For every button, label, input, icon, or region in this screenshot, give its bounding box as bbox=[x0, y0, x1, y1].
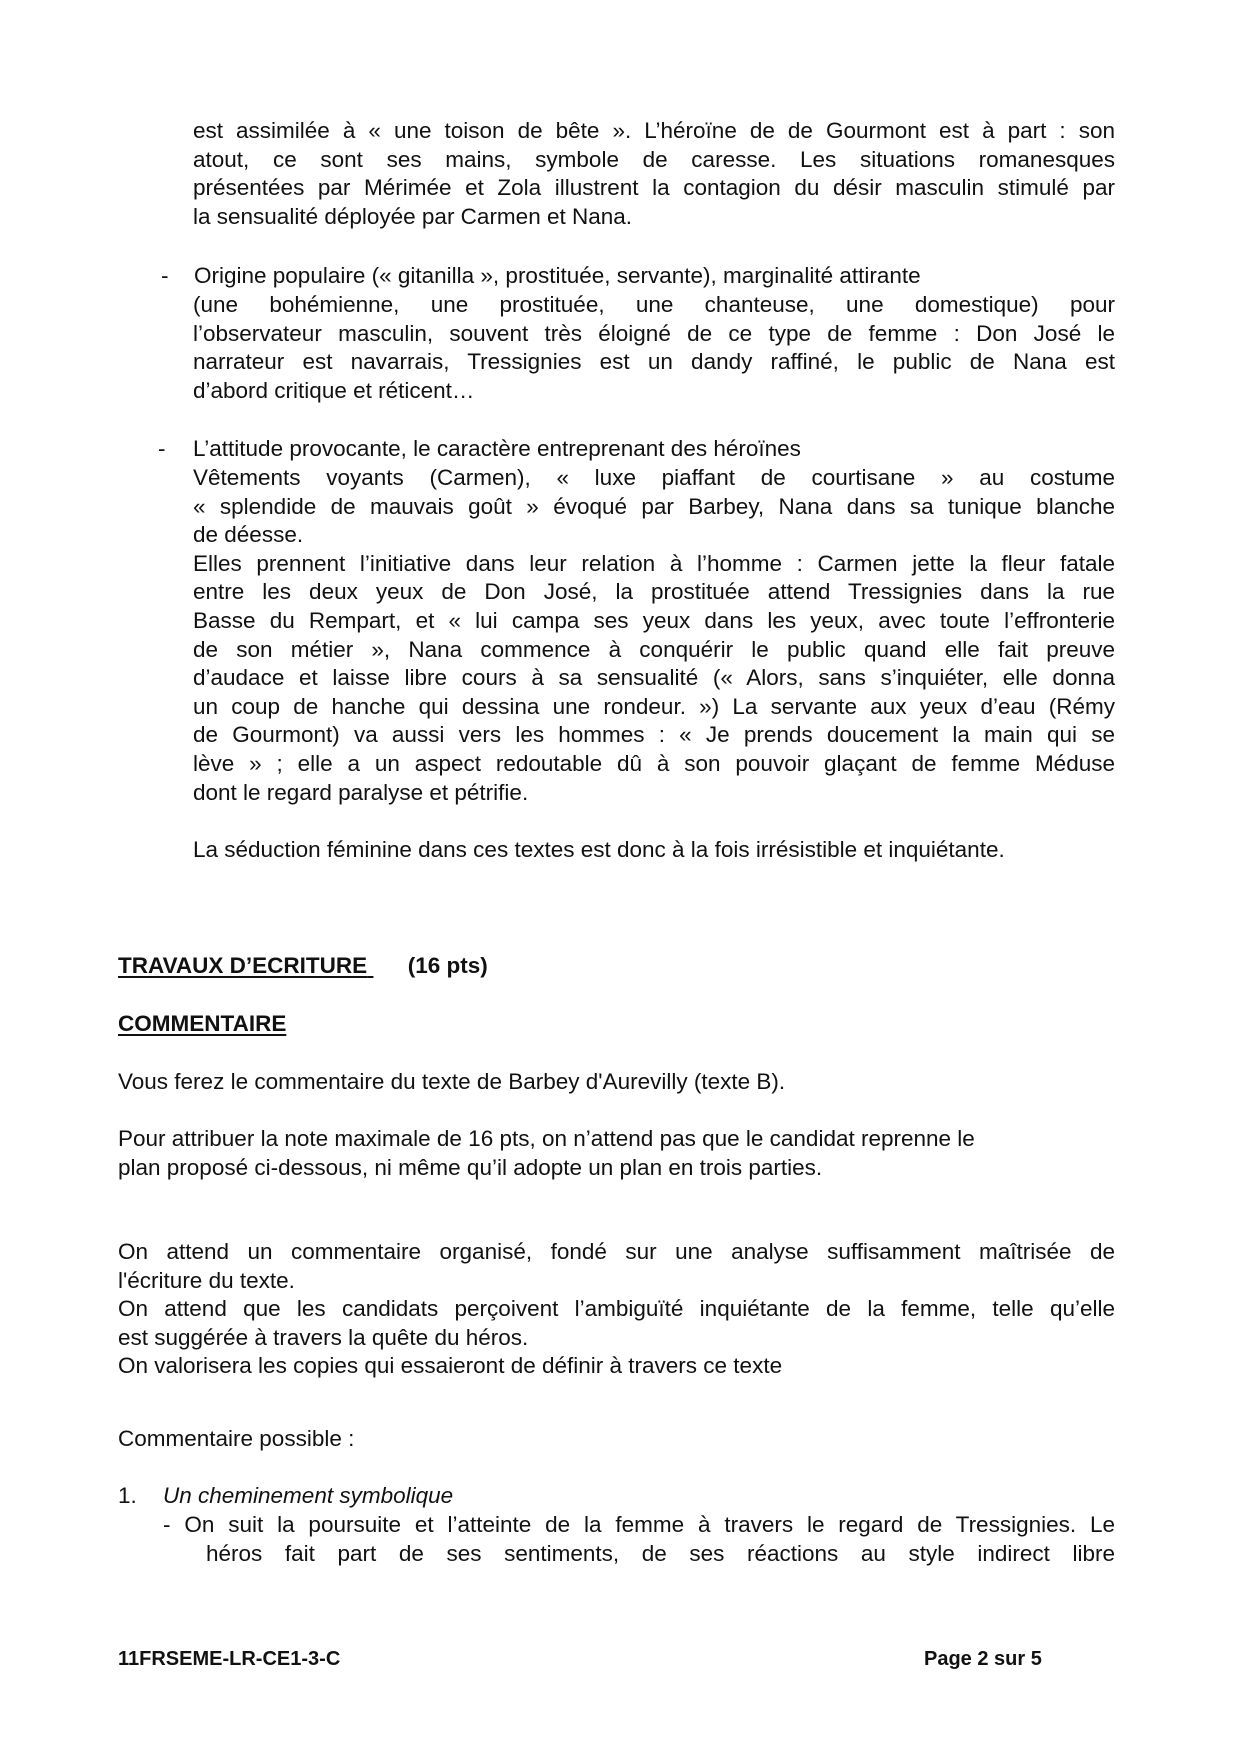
text-line: d’audace et laisse libre cours à sa sensualité (« Alors, sans s’inquiéter, elle donna bbox=[193, 665, 1115, 691]
text-line: Elles prennent l’initiative dans leur relation à l’homme : Carmen jette la fleur fatale bbox=[193, 550, 1115, 576]
section-title: TRAVAUX D’ECRITURE bbox=[118, 953, 368, 978]
text-line: plan proposé ci-dessous, ni même qu’il adopte un plan en trois parties. bbox=[118, 1154, 823, 1180]
text-line: est assimilée à « une toison de bête ». L’héroïne de de Gourmont est à part : son bbox=[193, 118, 1115, 143]
part1-body bbox=[163, 1511, 1115, 1568]
text-line: dont le regard paralyse et pétrifie. bbox=[193, 779, 529, 805]
text-line: On attend que les candidats perçoivent l’ambiguïté inquiétante de la femme, telle qu’elle bbox=[118, 1296, 1115, 1322]
bullet-title-origin: Origine populaire (« gitanilla », prostituée, servante), marginalité attirante bbox=[194, 263, 921, 288]
bullet-dash: - bbox=[161, 263, 169, 288]
bullet-dash: - bbox=[158, 436, 166, 461]
continuation-paragraph bbox=[193, 117, 1115, 231]
grading-note bbox=[118, 1125, 1115, 1182]
text-line: Basse du Rempart, et « lui campa ses yeux dans les yeux, avec toute l’effronterie bbox=[193, 607, 1115, 633]
text-line: d’abord critique et réticent… bbox=[193, 377, 475, 403]
text-line: lève » ; elle a un aspect redoutable dû à son pouvoir glaçant de femme Méduse bbox=[193, 750, 1115, 776]
text-line: narrateur est navarrais, Tressignies est un dandy raffiné, le public de Nana est bbox=[193, 349, 1115, 375]
bullet-body-origin bbox=[193, 291, 1115, 405]
subject-text: Vous ferez le commentaire du texte de Barbey d'Aurevilly (texte B). bbox=[118, 1069, 786, 1094]
text-line: héros fait part de ses sentiments, de ses réactions au style indirect libre bbox=[206, 1540, 1115, 1566]
text-line: de son métier », Nana commence à conquérir le public quand elle fait preuve bbox=[193, 636, 1115, 662]
bullet-body-attitude bbox=[193, 464, 1115, 807]
section-points: (16 pts) bbox=[407, 953, 488, 978]
commentaire-subtitle: COMMENTAIRE bbox=[118, 1011, 287, 1036]
text-line: atout, ce sont ses mains, symbole de caresse. Les situations romanesques bbox=[193, 146, 1115, 172]
heading-underline-spacer bbox=[367, 953, 373, 978]
text-line: On valorisera les copies qui essaieront de définir à travers ce texte bbox=[118, 1353, 783, 1379]
text-line: un coup de hanche qui dessina une rondeur. ») La servante aux yeux d’eau (Rémy bbox=[193, 693, 1115, 719]
part-title: Un cheminement symbolique bbox=[163, 1483, 454, 1508]
text-line: Vêtements voyants (Carmen), « luxe piaffant de courtisane » au costume bbox=[193, 465, 1115, 490]
text-line: de Gourmont) va aussi vers les hommes : « Je prends doucement la main qui se bbox=[193, 722, 1115, 748]
text-line: présentées par Mérimée et Zola illustrent la contagion du désir masculin stimulé par bbox=[193, 175, 1115, 201]
text-line: On attend un commentaire organisé, fondé sur une analyse suffisamment maîtrisée de bbox=[118, 1239, 1115, 1264]
text-line: la sensualité déployée par Carmen et Nana. bbox=[193, 203, 633, 229]
conclusion-text: La séduction féminine dans ces textes est donc à la fois irrésistible et inquiétante. bbox=[193, 837, 1005, 862]
section-heading bbox=[118, 952, 488, 980]
text-line: entre les deux yeux de Don José, la prostituée attend Tressignies dans la rue bbox=[193, 579, 1115, 605]
text-line: Pour attribuer la note maximale de 16 pts, on n’attend pas que le candidat reprenne le bbox=[118, 1126, 975, 1151]
part-number: 1. bbox=[118, 1483, 137, 1508]
expectations bbox=[118, 1238, 1115, 1381]
text-line: - On suit la poursuite et l’atteinte de la femme à travers le regard de Tressignies. Le bbox=[163, 1512, 1115, 1537]
bullet-title-attitude: L’attitude provocante, le caractère entreprenant des héroïnes bbox=[193, 436, 801, 461]
commentary-intro: Commentaire possible : bbox=[118, 1426, 355, 1451]
text-line: de déesse. bbox=[193, 522, 304, 548]
page-number: Page 2 sur 5 bbox=[924, 1648, 1042, 1670]
text-line: (une bohémienne, une prostituée, une chanteuse, une domestique) pour bbox=[193, 292, 1115, 317]
text-line: est suggérée à travers la quête du héros. bbox=[118, 1324, 529, 1350]
text-line: « splendide de mauvais goût » évoqué par Barbey, Nana dans sa tunique blanche bbox=[193, 493, 1115, 519]
document-reference: 11FRSEME-LR-CE1-3-C bbox=[118, 1648, 341, 1670]
text-line: l’observateur masculin, souvent très éloigné de ce type de femme : Don José le bbox=[193, 320, 1115, 346]
text-line: l'écriture du texte. bbox=[118, 1267, 295, 1293]
